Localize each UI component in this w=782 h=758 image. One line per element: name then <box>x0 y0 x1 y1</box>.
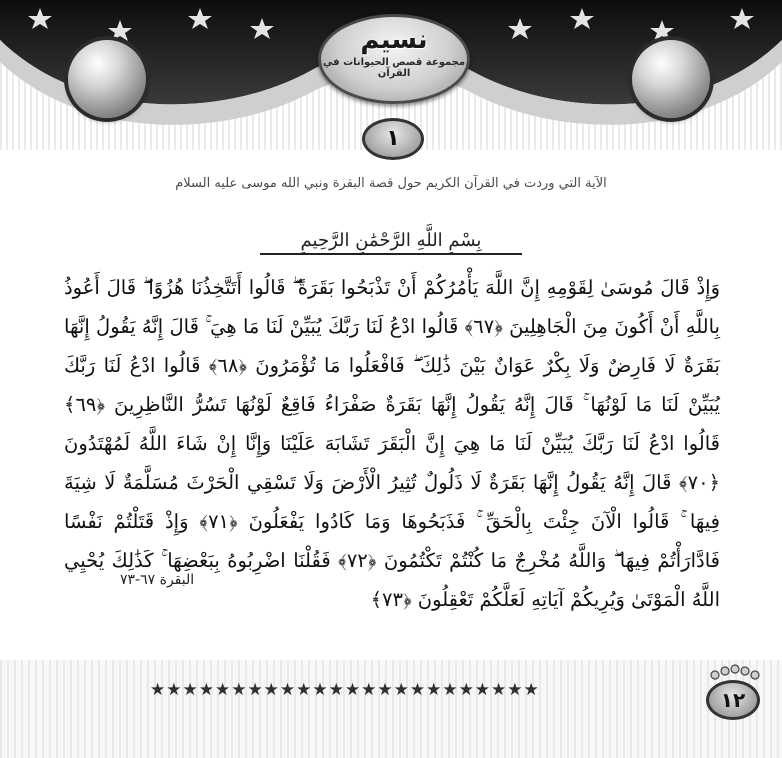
series-logo <box>318 14 470 104</box>
page-number: ١٢ <box>706 680 760 720</box>
series-subtitle: مجموعة قصص الحيوانات في القرآن <box>322 57 466 79</box>
star-divider-icon: ★★★★★★★★★★★★★★★★★★★★★★★★ <box>150 680 540 700</box>
series-title: نسيم <box>360 25 428 55</box>
story-number-badge: ١ <box>362 118 424 160</box>
decorative-orb-left <box>68 40 146 118</box>
quran-verses: وَإِذْ قَالَ مُوسَىٰ لِقَوْمِهِ إِنَّ اللَّهَ يَأْمُرُكُمْ أَنْ تَذْبَحُوا بَقَرَةً ۖ قَالُوا أَتَتَّخِذُنَا هُزُوًا ۖ قَالَ أَعُوذُ بِاللَّهِ أَنْ أَكُونَ مِنَ الْجَاهِلِينَ ﴿٦٧﴾ قَالُوا ادْعُ لَنَا رَبَّكَ يُبَيِّنْ لَنَا مَا هِيَ ۚ قَالَ إِنَّهُ يَقُولُ إِنَّهَا بَقَرَةٌ لَا فَارِضٌ وَلَا بِكْرٌ عَوَانٌ بَيْنَ ذَٰلِكَ ۖ فَافْعَلُوا مَا تُؤْمَرُونَ ﴿٦٨﴾ قَالُوا ادْعُ لَنَا رَبَّكَ يُبَيِّنْ لَنَا مَا لَوْنُهَا ۚ قَالَ إِنَّهُ يَقُولُ إِنَّهَا بَقَرَةٌ صَفْرَاءُ فَاقِعٌ لَوْنُهَا تَسُرُّ النَّاظِرِينَ ﴿٦٩﴾ قَالُوا ادْعُ لَنَا رَبَّكَ يُبَيِّنْ لَنَا مَا هِيَ إِنَّ الْبَقَرَ تَشَابَهَ عَلَيْنَا وَإِنَّا إِنْ شَاءَ اللَّهُ لَمُهْتَدُونَ ﴿٧٠﴾ قَالَ إِنَّهُ يَقُولُ إِنَّهَا بَقَرَةٌ لَا ذَلُولٌ تُثِيرُ الْأَرْضَ وَلَا تَسْقِي الْحَرْثَ مُسَلَّمَةٌ لَا شِيَةَ فِيهَا ۚ قَالُوا الْآنَ جِئْتَ بِالْحَقِّ ۚ فَذَبَحُوهَا وَمَا كَادُوا يَفْعَلُونَ ﴿٧١﴾ وَإِذْ قَتَلْتُمْ نَفْسًا فَادَّارَأْتُمْ فِيهَا ۖ وَاللَّهُ مُخْرِجٌ مَا كُنْتُمْ تَكْتُمُونَ ﴿٧٢﴾ فَقُلْنَا اضْرِبُوهُ بِبَعْضِهَا ۚ كَذَٰلِكَ يُحْيِي اللَّهُ الْمَوْتَىٰ وَيُرِيكُمْ آيَاتِهِ لَعَلَّكُمْ تَعْقِلُونَ ﴿٧٣﴾ <box>64 276 721 611</box>
page-number-dots-icon <box>706 664 760 680</box>
footer-band <box>0 660 782 758</box>
basmala: بِسْمِ اللَّهِ الرَّحْمَٰنِ الرَّحِيمِ <box>260 230 522 255</box>
decorative-orb-right <box>632 40 710 118</box>
surah-reference: البقرة ٦٧-٧٣ <box>120 572 195 588</box>
section-caption: الآية التي وردت في القرآن الكريم حول قصة البقرة ونبي الله موسى عليه السلام <box>175 176 607 191</box>
